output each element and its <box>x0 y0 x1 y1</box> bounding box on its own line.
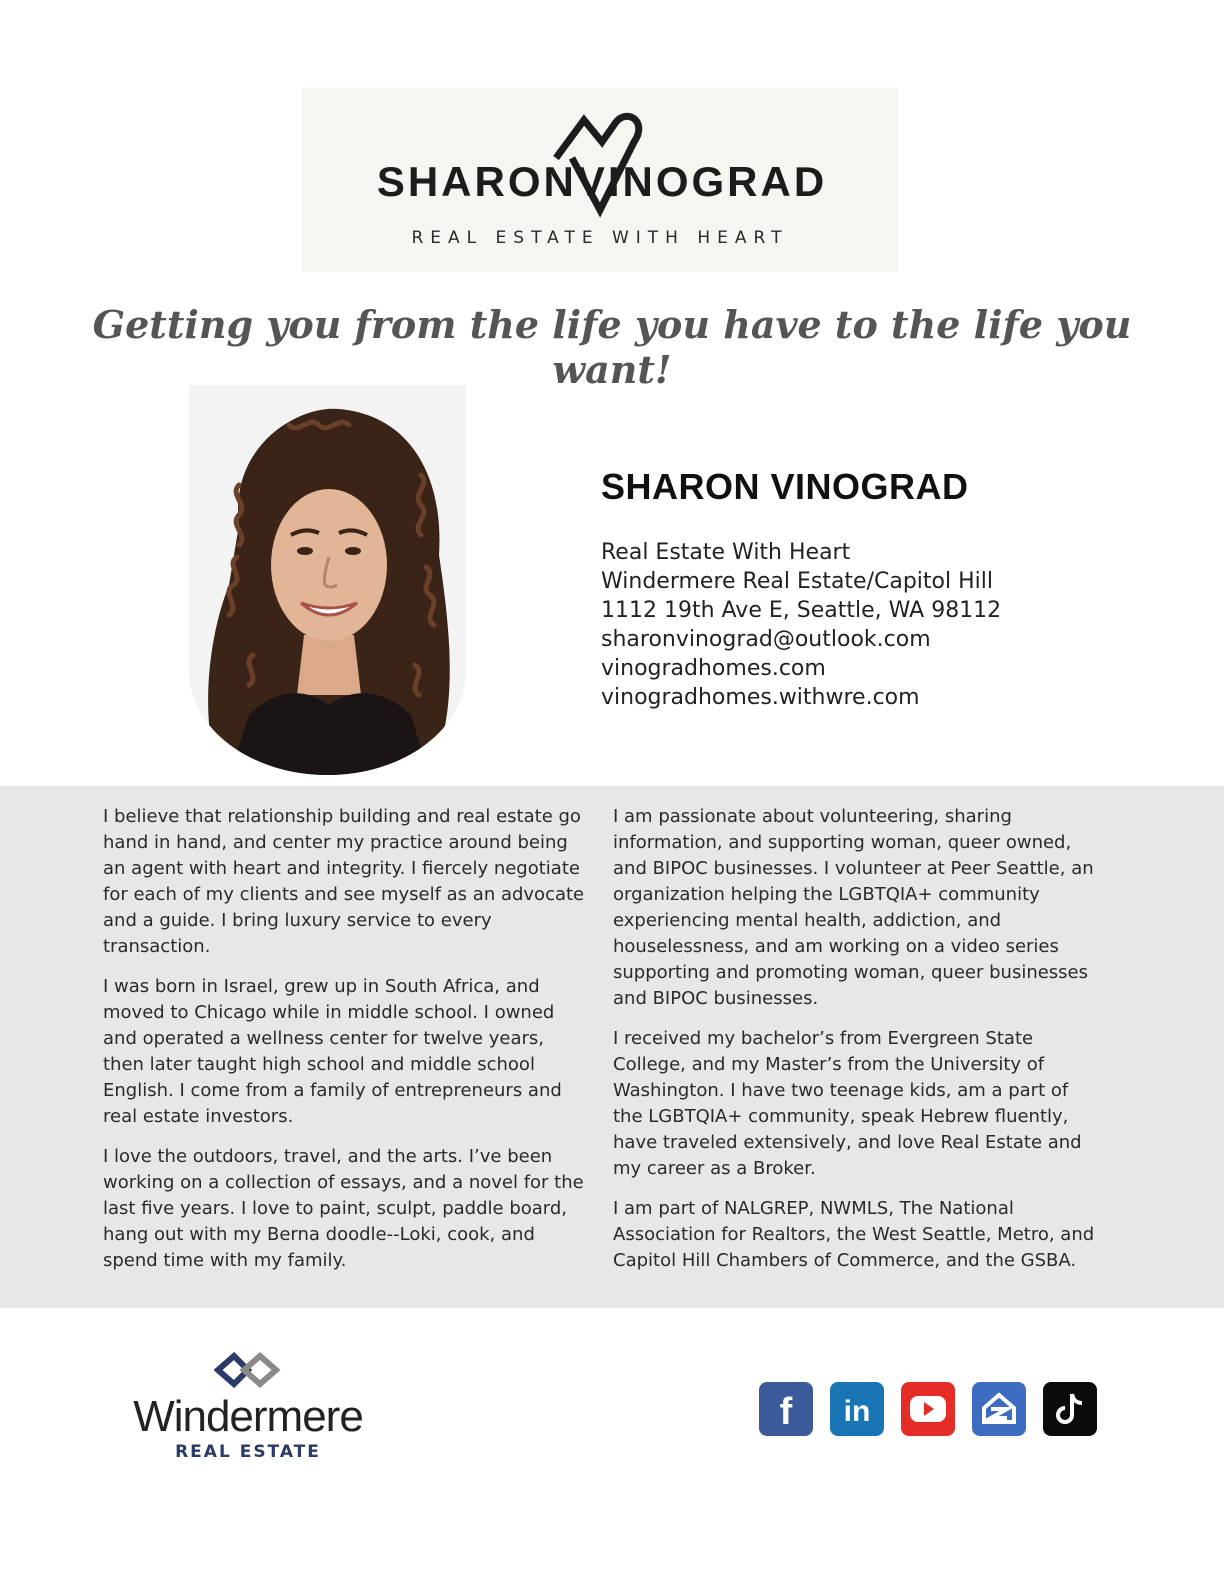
bio-paragraph: I am passionate about volunteering, sharing information, and supporting woman, queer owned, and BIPOC businesses. I volunteer at Peer Seattle, an organization helping the LGBTQIA+ community experiencing mental health, addiction, and houselessness, and am working on a video series supporting and promoting woman, queer businesses and BIPOC businesses. <box>613 806 1094 1009</box>
logo-tagline: REAL ESTATE WITH HEART <box>411 228 789 248</box>
linkedin-icon[interactable] <box>830 1382 884 1436</box>
contact-tagline: Real Estate With Heart <box>601 540 851 565</box>
windermere-subtitle: REAL ESTATE <box>175 1442 321 1462</box>
bio-paragraph: I was born in Israel, grew up in South Africa, and moved to Chicago while in middle school. I owned and operated a wellness center for twelve years, then later taught high school and middle school English. I come from a family of entrepreneurs and real estate investors. <box>103 976 562 1127</box>
bio-column-left <box>103 804 589 1288</box>
zillow-icon[interactable] <box>972 1382 1026 1436</box>
logo-wordmark: SHARONVINOGRAD <box>376 158 828 205</box>
contact-address: 1112 19th Ave E, Seattle, WA 98112 <box>601 598 1002 623</box>
bio-paragraph: I love the outdoors, travel, and the arts. I’ve been working on a collection of essays, and a novel for the last five years. I love to paint, sculpt, paddle board, hang out with my Berna doodle--Loki, cook, and spend time with my family. <box>103 1146 584 1271</box>
page-tagline: Getting you from the life you have to the life you want! <box>92 302 1132 392</box>
agent-name: SHARON VINOGRAD <box>601 466 969 507</box>
svg-text:in: in <box>843 1395 871 1428</box>
youtube-icon[interactable] <box>901 1382 955 1436</box>
contact-website-link[interactable]: vinogradhomes.com <box>601 656 826 681</box>
bio-paragraph: I received my bachelor’s from Evergreen State College, and my Master’s from the University of Washington. I have two teenage kids, am a part of the LGBTQIA+ community, speak Hebrew fluently, have traveled extensively, and love Real Estate and my career as a Broker. <box>613 1028 1082 1179</box>
contact-office: Windermere Real Estate/Capitol Hill <box>601 569 993 594</box>
facebook-icon[interactable] <box>759 1382 813 1436</box>
bio-paragraph: I am part of NALGREP, NWMLS, The National Association for Realtors, the West Seattle, Metro, and Capitol Hill Chambers of Commerce, and the GSBA. <box>613 1198 1095 1271</box>
bio-column-right <box>613 804 1103 1288</box>
brand-logo <box>302 88 898 272</box>
windermere-name: Windermere <box>133 1392 363 1441</box>
agent-photo <box>189 385 466 775</box>
windermere-logo <box>108 1352 388 1462</box>
tiktok-icon[interactable] <box>1043 1382 1097 1436</box>
contact-email-link[interactable]: sharonvinograd@outlook.com <box>601 627 931 652</box>
bio-paragraph: I believe that relationship building and real estate go hand in hand, and center my practice around being an agent with heart and integrity. I fiercely negotiate for each of my clients and see myself as an advocate and a guide. I bring luxury service to every transaction. <box>103 806 585 957</box>
windermere-mark-icon <box>214 1352 282 1392</box>
contact-website-link-2[interactable]: vinogradhomes.withwre.com <box>601 685 920 710</box>
contact-block <box>601 538 1001 712</box>
svg-text:f: f <box>779 1391 793 1433</box>
